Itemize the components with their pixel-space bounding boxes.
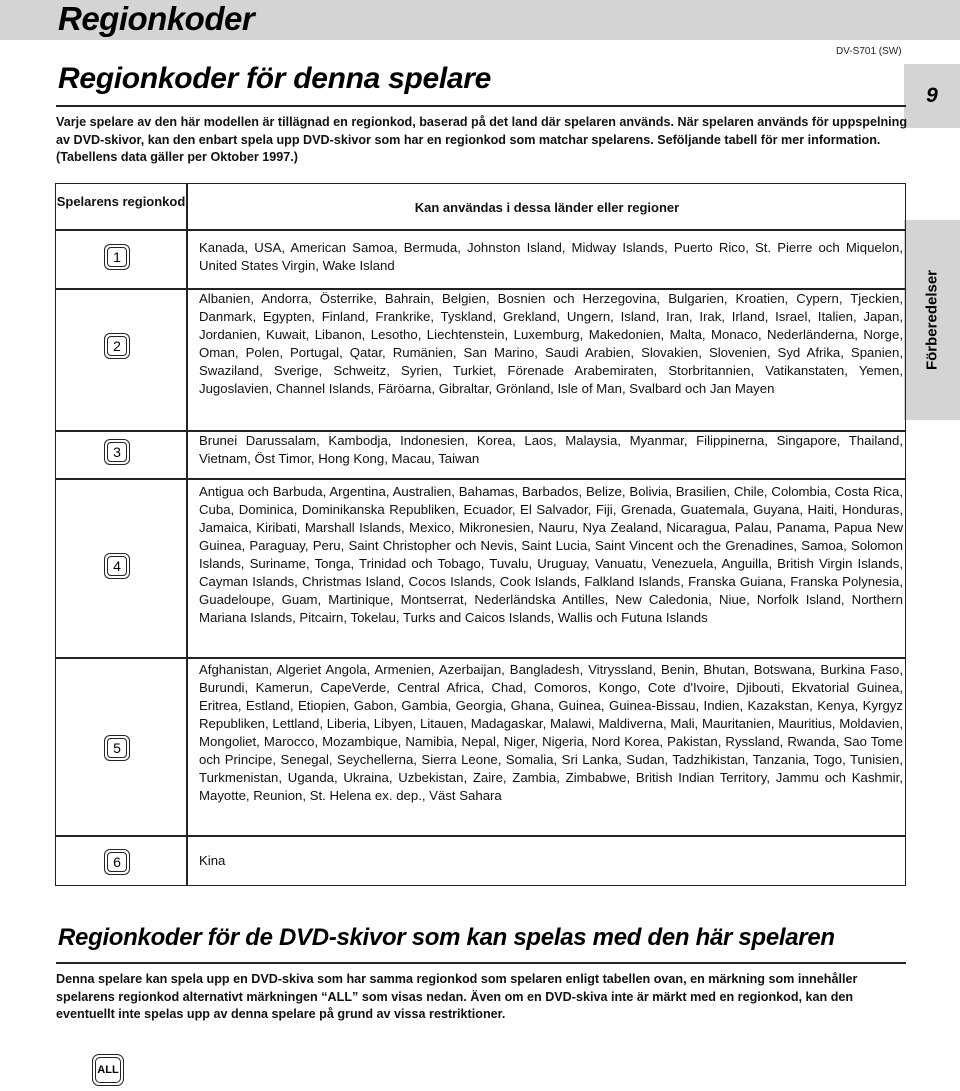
region-1-icon bbox=[104, 244, 130, 270]
region-6-countries: Kina bbox=[199, 853, 226, 868]
region-code: 2 bbox=[113, 338, 121, 354]
region-code-table bbox=[55, 183, 906, 886]
region-code: 4 bbox=[113, 558, 121, 574]
region-6-icon bbox=[104, 849, 130, 875]
region-3-icon bbox=[104, 439, 130, 465]
region-5-countries: Afghanistan, Algeriet Angola, Armenien, Azerbaijan, Bangladesh, Vitryssland, Benin, Bhutan, Botswana, Burkina Faso, Burundi, Kamerun, CapeVerde, Central Africa, Chad, Comoros, Kongo, Cote d'Ivoire, Djibouti, Ekvatorial Guinea, Eritrea, Estland, Etiopien, Gabon, Gambia, Georgia, Ghana, Guinea, Guinea-Bissau, Indien, Kazakstan, Kenya, Kyrgyz Republiken, Lettland, Liberia, Libyen, Litauen, Madagaskar, Malawi, Maldiverna, Mali, Mauritanien, Mauritius, Moldavien, Mongoliet, Marocco, Mozambique, Namibia, Nepal, Niger, Nigeria, Nord Korea, Pakistan, Ryssland, Rwanda, Sao Tome och Principe, Senegal, Seychellerna, Sierra Leone, Somalia, Sri Lanka, Sudan, Tadzhikistan, Tanzania, Togo, Tunisien, Turkmenistan, Uganda, Ukraina, Uzbekistan, Zaire, Zambia, Zimbabwe, British Indian Territory, Jammu och Kashmir, Mayotte, Reunion, St. Helena ex. dep., Väst Sahara bbox=[199, 662, 903, 803]
region-code: 5 bbox=[113, 740, 121, 756]
chapter-label: Förberedelser bbox=[923, 269, 941, 371]
section2-divider bbox=[56, 962, 906, 964]
region-2-icon bbox=[104, 333, 130, 359]
all-region-icon bbox=[92, 1054, 124, 1086]
intro-paragraph: Varje spelare av den här modellen är tillägnad en regionkod, baserad på det land där spelaren används. När spelaren används för uppspelning av DVD-skivor, kan den enbart spela upp DVD-skivor som har en regionkod som matchar spelarens. Seföljande tabell för mer information. (Tabellens data gäller per Oktober 1997.) bbox=[56, 115, 908, 164]
region-3-countries: Brunei Darussalam, Kambodja, Indonesien, Korea, Laos, Malaysia, Myanmar, Filippinerna, Singapore, Thailand, Vietnam, Öst Timor, Hong Kong, Macau, Taiwan bbox=[199, 433, 903, 466]
region-code: 3 bbox=[113, 444, 121, 460]
header-title: Regionkoder bbox=[58, 0, 255, 37]
all-region-label: ALL bbox=[97, 1064, 119, 1076]
model-label: DV-S701 (SW) bbox=[836, 46, 902, 57]
region-2-countries: Albanien, Andorra, Österrike, Bahrain, Belgien, Bosnien och Herzegovina, Bulgarien, Kroatien, Cypern, Tjeckien, Danmark, Egypten, Finland, Frankrike, Tyskland, Grekland, Ungern, Island, Iran, Irak, Irland, Israel, Italien, Japan, Jordanien, Kuwait, Libanon, Lesotho, Liechtenstein, Luxemburg, Makedonien, Malta, Monaco, Nederländerna, Norge, Oman, Polen, Portugal, Qatar, Rumänien, San Marino, Saudi Arabien, Slovakien, Slovenien, Syd Afrika, Spanien, Swaziland, Sverige, Schweitz, Syrien, Turkiet, Förenade Arabemiraten, Storbritannien, Vatikanstaten, Yemen, Jugoslavien, Channel Islands, Färöarna, Gibraltar, Grönland, Isle of Man, Svalbard och Jan Mayen bbox=[199, 291, 903, 396]
region-4-countries: Antigua och Barbuda, Argentina, Australien, Bahamas, Barbados, Belize, Bolivia, Brasilien, Chile, Colombia, Costa Rica, Cuba, Dominica, Dominikanska Republiken, Ecuador, El Salvador, Fiji, Grenada, Guatemala, Guyana, Haiti, Honduras, Jamaica, Kiribati, Marshall Islands, Mexico, Mikronesien, Nauru, Nya Zealand, Nicaragua, Palau, Panama, Papua New Guinea, Paraguay, Peru, Saint Christopher och Nevis, Saint Lucia, Saint Vincent och the Grenadines, Samoa, Solomon Islands, Suriname, Tonga, Trinidad och Tobago, Tuvalu, Uruguay, Vanuatu, Venezuela, Anguilla, British Virgin Islands, Cayman Islands, Christmas Island, Cocos Islands, Cook Islands, Falkland Islands, Franska Guiana, Franska Polynesia, Guadeloupe, Guam, Martinique, Montserrat, Nederländska Antilles, New Caledonia, Niue, Norfolk Island, Northern Mariana Islands, Pitcairn, Tokelau, Turks and Caicos Islands, Wallis och Futuna Islands bbox=[199, 484, 903, 625]
column-header-countries: Kan användas i dessa länder eller regioner bbox=[414, 200, 680, 215]
region-code: 1 bbox=[113, 249, 121, 265]
page-number: 9 bbox=[926, 84, 938, 107]
column-header-region-code: Spelarens regionkod bbox=[56, 194, 186, 209]
row-divider bbox=[56, 657, 905, 659]
section-title: Regionkoder för denna spelare bbox=[58, 62, 492, 95]
section2-paragraph: Denna spelare kan spela upp en DVD-skiva som har samma regionkod som spelaren enligt tabellen ovan, en märkning som innehåller spelarens regionkod alternativt märkningen “ALL” som visas nedan. Även om en DVD-skiva inte är märkt med en regionkod, kan den eventuellt inte spelas upp av denna spelare på grund av vissa restriktioner. bbox=[56, 972, 858, 1021]
region-4-icon bbox=[104, 553, 130, 579]
row-divider bbox=[56, 835, 905, 837]
row-divider bbox=[56, 229, 905, 231]
region-1-countries: Kanada, USA, American Samoa, Bermuda, Johnston Island, Midway Islands, Puerto Rico, St. Pierre och Miquelon, United States Virgin, Wake Island bbox=[199, 240, 903, 273]
title-divider bbox=[56, 105, 906, 107]
page-number-tab bbox=[904, 64, 960, 128]
region-code: 6 bbox=[113, 854, 121, 870]
section2-title: Regionkoder för de DVD-skivor som kan spelas med den här spelaren bbox=[58, 924, 835, 951]
region-5-icon bbox=[104, 735, 130, 761]
header-band bbox=[0, 0, 960, 40]
chapter-side-tab bbox=[904, 220, 960, 420]
row-divider bbox=[56, 478, 905, 480]
